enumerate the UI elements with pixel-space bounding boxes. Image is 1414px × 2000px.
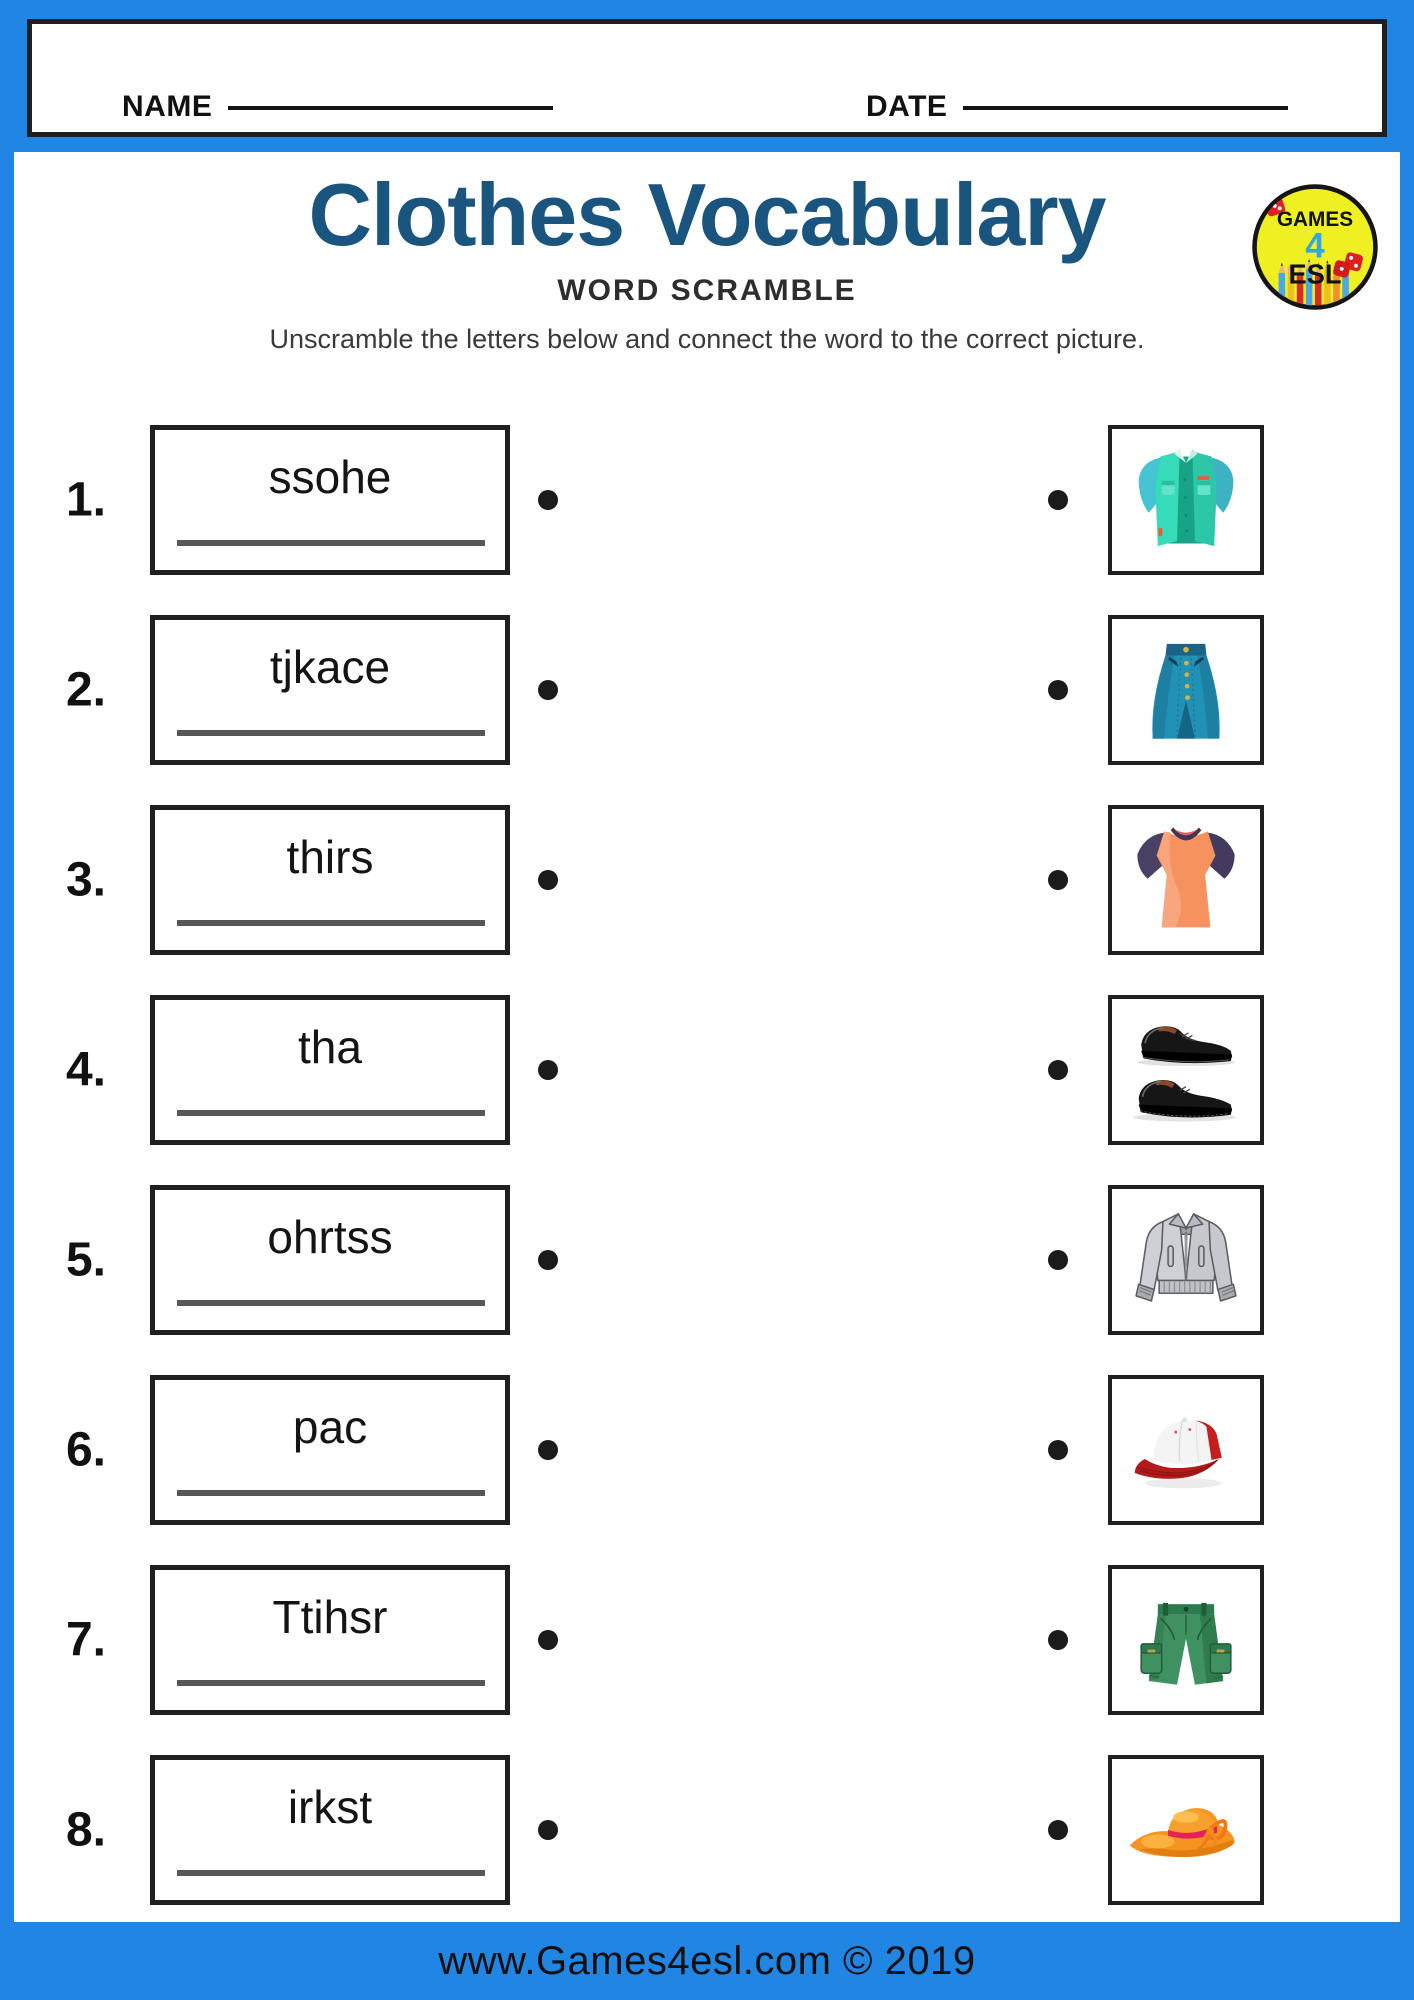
shoes-image [1120, 1006, 1252, 1134]
left-connector-dot[interactable] [538, 490, 558, 510]
scrambled-word: ssohe [268, 451, 392, 503]
answer-line[interactable] [177, 730, 485, 736]
picture-box [1108, 615, 1264, 765]
right-connector-dot[interactable] [1048, 1820, 1068, 1840]
shorts-image [1120, 1576, 1252, 1704]
left-connector-dot[interactable] [538, 1060, 558, 1080]
row-number: 1. [65, 473, 107, 527]
right-connector-dot[interactable] [1048, 1440, 1068, 1460]
row-number: 3. [65, 853, 107, 907]
right-connector-dot[interactable] [1048, 680, 1068, 700]
picture-box [1108, 995, 1264, 1145]
picture-box [1108, 805, 1264, 955]
footer-bar [0, 1922, 1414, 2000]
right-connector-dot[interactable] [1048, 1250, 1068, 1270]
scrambled-word: ohrtss [267, 1211, 393, 1263]
name-field [122, 90, 553, 124]
row-3 [0, 805, 1414, 955]
left-connector-dot[interactable] [538, 870, 558, 890]
date-field [866, 90, 1288, 124]
left-connector-dot[interactable] [538, 680, 558, 700]
left-connector-dot[interactable] [538, 1440, 558, 1460]
answer-line[interactable] [177, 1870, 485, 1876]
left-connector-dot[interactable] [538, 1820, 558, 1840]
answer-line[interactable] [177, 920, 485, 926]
name-date-box [27, 19, 1387, 137]
date-label: DATE [866, 90, 948, 123]
row-2 [0, 615, 1414, 765]
name-label: NAME [122, 90, 213, 123]
row-number: 4. [65, 1043, 107, 1097]
picture-box [1108, 1375, 1264, 1525]
word-box [150, 995, 510, 1145]
word-box [150, 1565, 510, 1715]
scrambled-word: thirs [286, 831, 374, 883]
cap-image [1120, 1386, 1252, 1514]
scrambled-word: pac [292, 1401, 368, 1453]
answer-line[interactable] [177, 1300, 485, 1306]
page-subtitle: WORD SCRAMBLE [557, 274, 857, 307]
word-box [150, 1185, 510, 1335]
row-6 [0, 1375, 1414, 1525]
word-box [150, 425, 510, 575]
left-connector-dot[interactable] [538, 1630, 558, 1650]
word-box [150, 1375, 510, 1525]
picture-box [1108, 1185, 1264, 1335]
skirt-image [1120, 626, 1252, 754]
tshirt-image [1120, 816, 1252, 944]
right-connector-dot[interactable] [1048, 1060, 1068, 1080]
right-connector-dot[interactable] [1048, 870, 1068, 890]
picture-box [1108, 1565, 1264, 1715]
answer-line[interactable] [177, 1680, 485, 1686]
word-box [150, 1755, 510, 1905]
footer-text: www.Games4esl.com © 2019 [438, 1938, 976, 1983]
row-5 [0, 1185, 1414, 1335]
row-4 [0, 995, 1414, 1145]
instruction-text: Unscramble the letters below and connect the word to the correct picture. [269, 324, 1145, 354]
logo-text-4: 4 [1305, 226, 1325, 266]
row-number: 5. [65, 1233, 107, 1287]
row-8 [0, 1755, 1414, 1905]
right-connector-dot[interactable] [1048, 1630, 1068, 1650]
row-1 [0, 425, 1414, 575]
left-connector-dot[interactable] [538, 1250, 558, 1270]
games4esl-logo-icon [1250, 182, 1380, 312]
answer-line[interactable] [177, 1490, 485, 1496]
answer-line[interactable] [177, 1110, 485, 1116]
jacket-image [1120, 1196, 1252, 1324]
sun-hat-image [1120, 1766, 1252, 1894]
logo-text-games: GAMES [1276, 208, 1354, 232]
scrambled-word: tjkace [269, 641, 391, 693]
logo-text-esl: ESL [1288, 258, 1342, 290]
scrambled-word: irkst [287, 1781, 373, 1833]
row-7 [0, 1565, 1414, 1715]
right-connector-dot[interactable] [1048, 490, 1068, 510]
date-line[interactable] [963, 106, 1288, 110]
scrambled-word: tha [298, 1021, 362, 1073]
row-number: 8. [65, 1803, 107, 1857]
picture-box [1108, 1755, 1264, 1905]
answer-line[interactable] [177, 540, 485, 546]
row-number: 2. [65, 663, 107, 717]
shirt-image [1120, 436, 1252, 564]
word-box [150, 615, 510, 765]
row-number: 7. [65, 1613, 107, 1667]
name-line[interactable] [228, 106, 553, 110]
row-number: 6. [65, 1423, 107, 1477]
picture-box [1108, 425, 1264, 575]
word-box [150, 805, 510, 955]
scrambled-word: Ttihsr [272, 1591, 388, 1643]
page-title: Clothes Vocabulary [308, 165, 1106, 264]
